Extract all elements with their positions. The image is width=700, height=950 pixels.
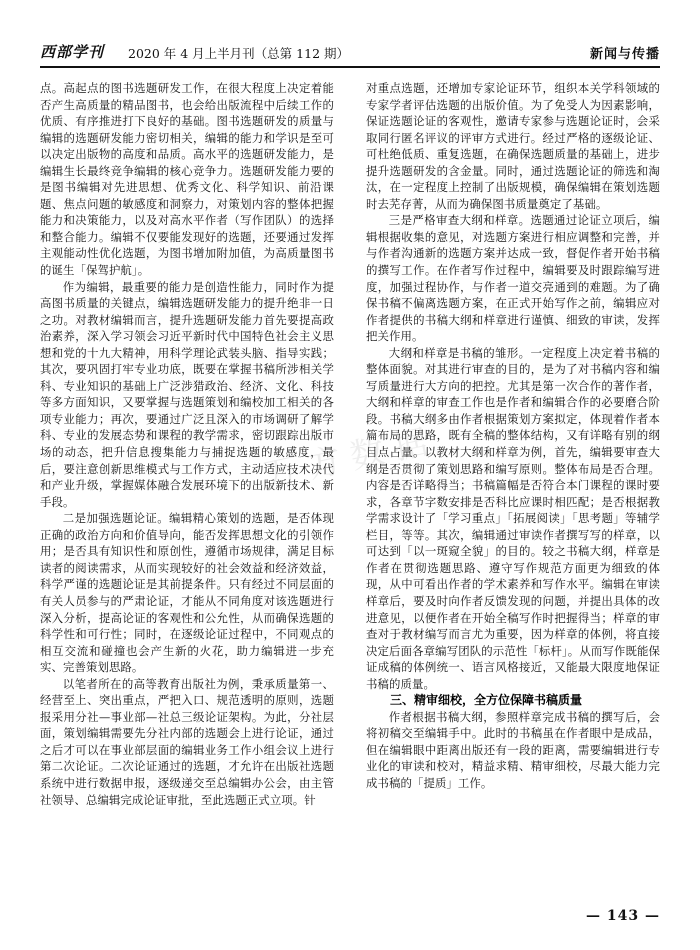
journal-name: 西部学刊: [40, 43, 105, 61]
paragraph: 作者根据书稿大纲，参照样章完成书稿的撰写后，会将初稿交至编辑手中。此时的书稿虽在作者眼中是成品，但在编辑眼中距离出版还有一段的距离，需要编辑进行专业化的审读和校对，精益求精、精审细校，尽最大能力完成书稿的「提质」工作。: [366, 709, 660, 790]
paragraph: 点。高起点的图书选题研发工作，在很大程度上决定着能否产生高质量的精品图书，也会给出版流程中后续工作的优质、有序推进打下良好的基础。图书选题研发的质量与编辑的选题研发能力密切相关，编辑的能力和学识是至可以决定出版物的高度和品质。高水平的选题研发能力，是编辑生长最终竞争编辑的核心竞争力。选题研发能力要的是图书编辑对先进思想、优秀文化、科学知识、前沿课题、焦点问题的敏感度和洞察力，对策划内容的整体把握能力和决策能力，以及对高水平作者（写作团队）的选择和整合能力。编辑不仅要能发现好的选题，还要通过发挥主观能动性优化选题，为图书增加附加值，为高质量图书的诞生「保驾护航」。: [40, 81, 334, 278]
body-area: [40, 80, 660, 880]
issue-info: 2020 年 4 月上半月刊（总第 112 期）: [128, 46, 349, 61]
header-divider: [40, 66, 660, 68]
paragraph: 对重点选题，还增加专家论证环节，组织本关学科领域的专家学者评估选题的出版价值。为了免受人为因素影响，保证选题论证的客观性，邀请专家参与选题论证时，会采取同行匿名评议的评审方式进行。经过严格的逐级论证、可杜绝低质、重复选题，在确保选题质量的基础上，进步提升选题研发的含金量。同时，通过选题论证的筛选和淘汰，在一定程度上控制了出版规模，确保编辑在策划选题时去芜存菁，从而为确保图书质量奠定了基础。: [366, 81, 660, 211]
section-subheading: 三、精审细校，全方位保障书稿质量: [390, 693, 583, 708]
left-column: [40, 80, 334, 880]
paragraph: 二是加强选题论证。编辑精心策划的选题，是否体现正确的政治方向和价值导向，能否发挥思想文化的引领作用；是否具有知识性和原创性，遵循市场规律，满足目标读者的阅读需求，从而实现较好的社会效益和经济效益，科学严谨的选题论证是其前提条件。只有经过不同层面的有关人员参与的严肃论证，才能从不同角度对该选题进行深入分析，提高论证的客观性和公允性，从而确保选题的科学性和可行性；同时，在逐级论证过程中，不同观点的相互交流和碰撞也会产生新的火花，助力编辑进一步充实、完善策划思路。: [40, 511, 334, 675]
page-number: — 143 —: [586, 908, 660, 924]
section-name: 新闻与传播: [589, 47, 660, 62]
paragraph: 作为编辑，最重要的能力是创造性能力，同时作为提高图书质量的关键点，编辑选题研发能力的提升绝非一日之功。对教材编辑而言，提升选题研发能力首先要提高政治素养，深入学习领会习近平新时代中国特色社会主义思想和党的十九大精神，用科学理论武装头脑、指导实践；其次，要巩固打牢专业功底，既要在掌握书稿所涉相关学科、专业知识的基础上广泛涉猎政治、经济、文化、科技等多方面知识，又要掌握与选题策划和编校加工相关的各项专业能力；再次，要通过广泛且深入的市场调研了解学科、专业的发展态势和课程的教学需求，密切跟踪出版市场的动态，把升信息搜集能力与捕捉选题的敏感度，最后，要注意创新思维模式与工作方式，主动适应技术决代和产业升级，掌握媒体融合发展环境下的出版新技术、新手段。: [40, 279, 334, 509]
page-header: [40, 38, 660, 68]
paragraph: 三是严格审查大纲和样章。选题通过论证立项后，编辑根据收集的意见，对选题方案进行相应调整和完善，并与作者沟通新的选题方案并达成一致，督促作者开始书稿的撰写工作。在作者写作过程中，编辑要及时跟踪编写进度，加强过程协作，与作者一道交亮通到的难题。为了确保书稿不偏离选题方案，在正式开始写作之前，编辑应对作者提供的书稿大纲和样章进行谨慎、细致的审读，发挥把关作用。: [366, 213, 660, 344]
watermark: 万方数据: [260, 420, 441, 496]
right-column: [366, 80, 660, 880]
paragraph: 大纲和样章是书稿的雏形。一定程度上决定着书稿的整体面貌。对其进行审查的目的，是为了对书稿内容和编写质量进行大方向的把控。尤其是第一次合作的著作者，大纲和样章的审查工作也是作者和编辑合作的必要磨合阶段。书稿大纲多由作者根据策划方案拟定，体现着作者本篇布局的思路，既有全稿的整体结构，又有详略有别的纲目点占量。以教材大纲和样章为例，首先，编辑要审查大纲是否贯彻了策划思路和编写原则。整体布局是否合理。内容是否详略得当；书稿篇幅是否符合本门课程的课时要求，各章节字数安排是否科比应课时相匹配；是否根据教学需求设计了「学习重点」「拓展阅读」「思考题」等辅学栏目，等等。其次，编辑通过审读作者撰写写的样章，以可达到「以一斑窥全貌」的目的。较之书稿大纲，样章是作者在贯彻选题思路、遵守写作规范方面更为细致的体现，从中可看出作者的学术素养和写作水平。编辑在审读样章后，要及时向作者反馈发现的问题，并提出具体的改进意见，以便作者在开始全稿写作时把握得当；样章的审查对于教材编写而言尤为重要，因为样章的体例，将直接决定后面各章编写团队的示范性「标杆」。从而写作既能保证成稿的体例统一、语言风格接近，又能最大限度地保证书稿的质量。: [366, 345, 660, 691]
paragraph: 以笔者所在的高等教育出版社为例，秉承质量第一、经营至上、突出重点，严把入口、规范透明的原则，选题报采用分社—事业部—社总三级论证架构。为此，分社层面，策划编辑需要先分社内部的选题会上进行论证，通过之后才可以在事业部层面的编辑业务工作小组会议上进行第二次论证。二次论证通过的选题，才允许在出版社选题系统中进行数据申报，逐级递交至总编辑办公会，由主管社领导、总编辑完成论证审批，至此选题正式立项。针: [40, 676, 334, 807]
